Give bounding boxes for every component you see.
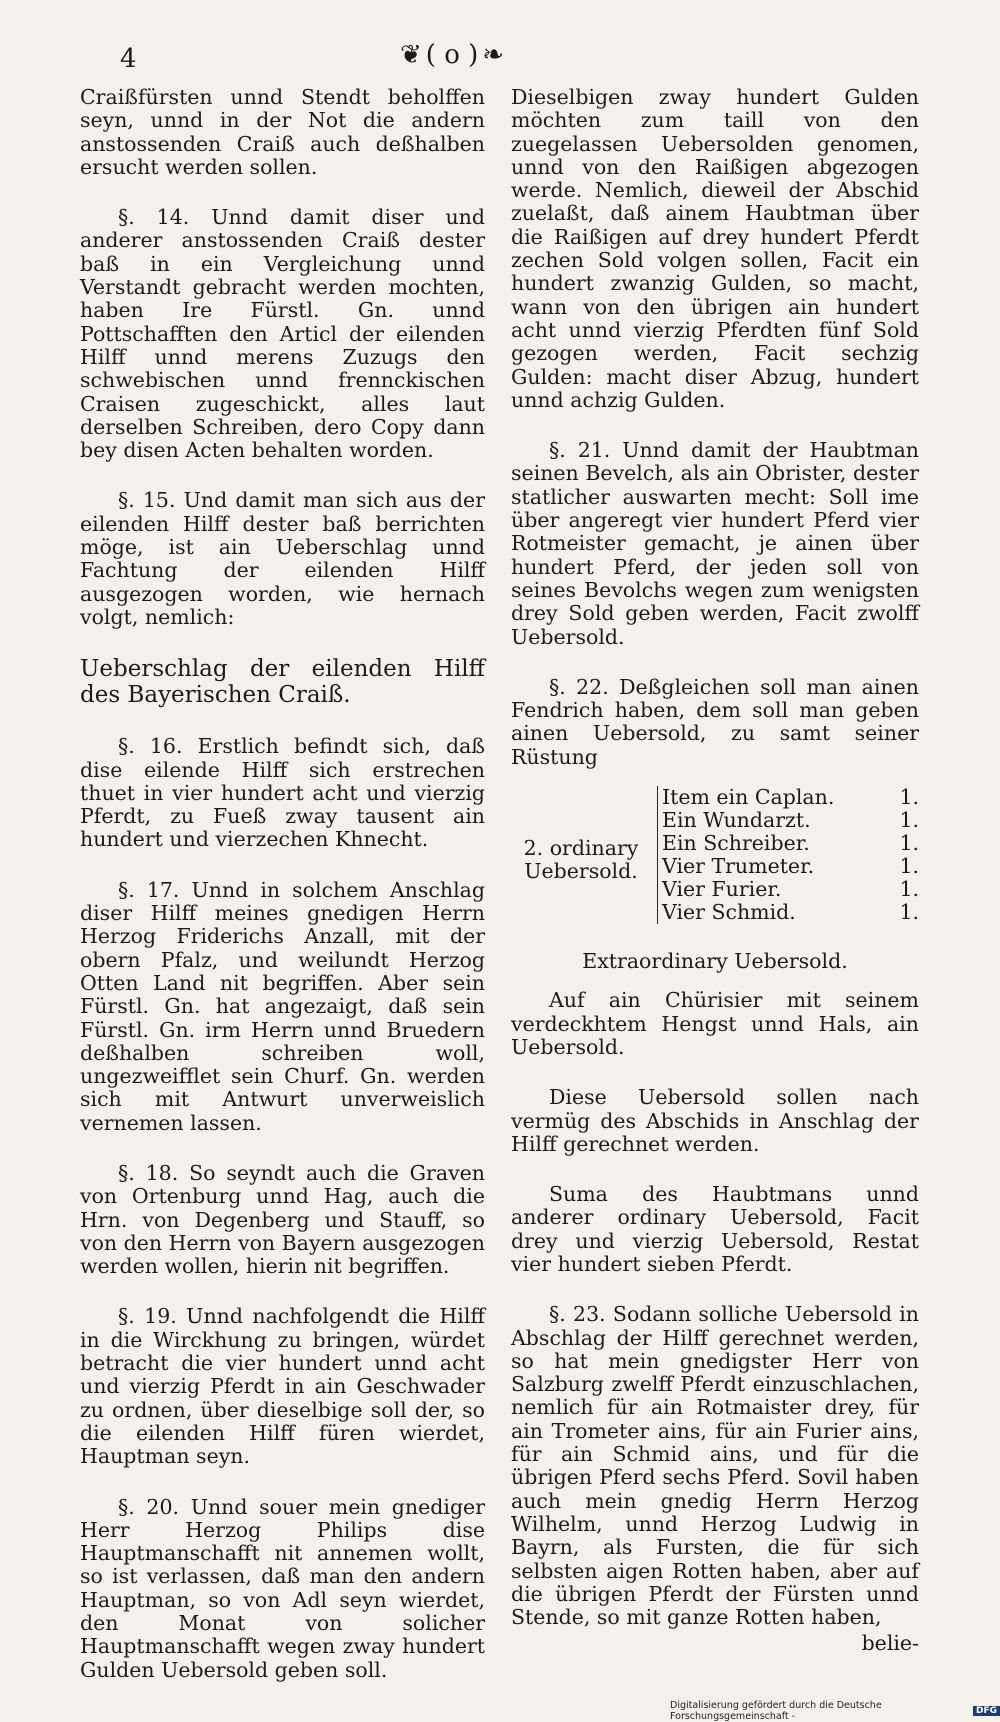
paragraph-18: §. 18. So seyndt auch die Graven von Ortenburg unnd Hag, auch die Hrn. von Degenberg und Stauff, so von den Herrn von Bayern ausgezogen werden wollen, hierin nit begriffen. xyxy=(80,1160,485,1279)
paragraph-21: §. 21. Unnd damit der Haubtman seinen Bevelch, als ain Obrister, dester statlicher auswarten mecht: Soll ime über angeregt vier hundert Pferd vier Rotmeister gemacht, je ainen über hundert Pferd, der jeden soll von seines Bevolchs wegen zum wenigsten drey Sold geben werden, Facit zwolff Uebersold. xyxy=(511,438,919,649)
paragraph-extraordinary: Auf ain Chürisier mit seinem verdeckhtem Hengst unnd Hals, ain Uebersold. xyxy=(511,988,919,1059)
list-item: Item ein Caplan. 1. xyxy=(662,785,919,810)
ordinary-uebersold-list xyxy=(511,786,919,924)
list-item: Vier Furier. 1. xyxy=(662,877,919,902)
paragraph-diese: Diese Uebersold sollen nach vermüg des Abschids in Anschlag der Hilff gerechnet werden. xyxy=(511,1085,919,1156)
item-list xyxy=(657,786,919,924)
page-header xyxy=(82,38,922,78)
left-column xyxy=(80,86,485,1709)
list-item: Ein Wundarzt. 1. xyxy=(662,808,919,833)
paragraph-continued: Craißfürsten unnd Stendt beholffen seyn, unnd in der Not die andern anstossenden Craiß auch deßhalben ersucht werden sollen. xyxy=(80,85,485,179)
section-heading: Ueberschlag der eilenden Hilff des Bayerischen Craiß. xyxy=(80,656,485,709)
paragraph-22: §. 22. Deßgleichen soll man ainen Fendrich haben, dem soll man geben ainen Uebersold, zu samt seiner Rüstung xyxy=(511,674,919,769)
right-fleuron-icon: ❧ xyxy=(482,40,505,70)
list-item: Vier Trumeter. 1. xyxy=(662,854,919,879)
page-number: 4 xyxy=(120,44,137,74)
list-item: Vier Schmid. 1. xyxy=(662,900,919,925)
catchword: belie- xyxy=(861,1631,919,1656)
paragraph-23: §. 23. Sodann solliche Uebersold in Abschlag der Hilff gerechnet werden, so hat mein gnedigster Herr von Salzburg zwelff Pferdt einzuschlachen, nemlich für ain Rotmaister drey, für ain Trometer ains, für ain Furier ains, für ain Schmid ains, und für die übrigen Pferd sechs Pferd. Sovil haben auch mein gnedig Herrn Herzog Wilhelm, unnd Herzog Ludwig in Bayrn, als Fursten, die für sich selbsten aigen Rotten haben, aber auf die übrigen Pferdt der Fürsten unnd Stende, so mit ganze Rotten haben, xyxy=(511,1302,919,1630)
digitization-footer xyxy=(670,1700,1000,1722)
extraordinary-heading: Extraordinary Uebersold. xyxy=(582,949,848,974)
paragraph-16: §. 16. Erstlich befindt sich, daß dise eilende Hilff sich erstrechen thuet in vier hundert acht und vierzig Pferdt, zu Fueß zway tausent ain hundert und vierzechen Khnecht. xyxy=(80,734,485,852)
paragraph-suma: Suma des Haubtmans unnd anderer ordinary Uebersold, Facit drey und vierzig Uebersold, Restat vier hundert sieben Pferdt. xyxy=(511,1182,919,1276)
ornament-text: ( o ) xyxy=(425,40,479,70)
list-item: Ein Schreiber. 1. xyxy=(662,831,919,856)
footer-credit: Digitalisierung gefördert durch die Deutsche Forschungsgemeinschaft - xyxy=(670,1700,882,1722)
bracket-label: 2. ordinary Uebersold. xyxy=(523,836,639,884)
paragraph-17: §. 17. Unnd in solchem Anschlag diser Hilff meines gnedigen Herrn Herzog Friderichs Anzall, mit der obern Pfalz, und weilundt Herzog Otten Land nit begriffen. Aber sein Fürstl. Gn. hat angezaigt, daß sein Fürstl. Gn. irm Herrn unnd Bruedern deßhalben schreiben woll, ungezweifflet sein Churf. Gn. werden sich mit Antwurt unverweislich vernemen lassen. xyxy=(80,877,485,1135)
right-column xyxy=(511,86,919,1656)
left-fleuron-icon: ❦ xyxy=(400,40,422,70)
paragraph-14: §. 14. Unnd damit diser und anderer anstossenden Craiß dester baß in ein Vergleichung unnd Verstandt gebracht werden mochten, haben Ire Fürstl. Gn. unnd Pottschafften den Articl der eilenden Hilff unnd merens Zuzugs den schwebischen unnd frennckischen Craisen zugeschickt, alles laut derselben Schreiben, dero Copy dann bey disen Acten behalten worden. xyxy=(80,205,485,463)
paragraph-19: §. 19. Unnd nachfolgendt die Hilff in die Wirckhung zu bringen, würdet betracht die vier hundert unnd acht und vierzig Pferdt in ain Geschwader zu ordnen, über dieselbige soll der, so die eilenden Hilff füren wierdet, Hauptman seyn. xyxy=(80,1304,485,1469)
paragraph-15: §. 15. Und damit man sich aus der eilenden Hilff dester baß berrichten möge, ist ain Ueberschlag unnd Fachtung der eilenden Hilff ausgezogen worden, wie hernach volgt, nemlich: xyxy=(80,488,485,629)
dfg-logo: DFG xyxy=(973,1706,1000,1716)
paragraph-20-continued: Dieselbigen zway hundert Gulden möchten zum taill von den zuegelassen Uebersolden genomen, unnd von den Raißigen abgezogen werde. Nemlich, dieweil der Abschid zuelaßt, daß ainem Haubtman über die Raißigen auf drey hundert Pferdt zechen Sold volgen sollen, Facit ein hundert zwanzig Gulden, so macht, wann von den übrigen ain hundert acht unnd vierzig Pferdten fünf Sold gezogen werden, Facit sechzig Gulden: macht diser Abzug, hundert unnd achzig Gulden. xyxy=(511,85,919,412)
paragraph-20: §. 20. Unnd souer mein gnediger Herr Herzog Philips dise Hauptmanschafft nit annemen wollt, so ist verlassen, daß man den andern Hauptman, so von Adl seyn wierdet, den Monat von solicher Hauptmanschafft wegen zway hundert Gulden Uebersold geben soll. xyxy=(80,1494,485,1682)
header-ornament xyxy=(400,40,504,70)
